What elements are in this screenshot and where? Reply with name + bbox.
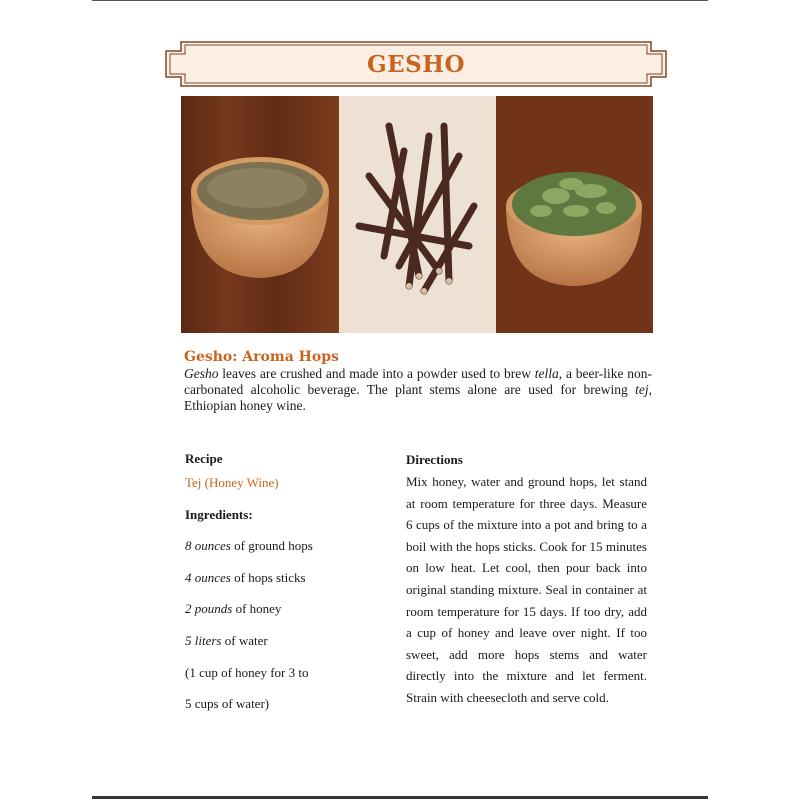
ingredient-text: of water xyxy=(221,633,268,649)
ingredient-text: of hops sticks xyxy=(230,569,306,585)
top-rule xyxy=(92,0,708,1)
title-banner xyxy=(165,41,667,87)
intro-paragraph xyxy=(184,366,652,414)
bottom-rule xyxy=(92,796,708,799)
ingredient-item xyxy=(185,570,313,602)
ingredients-list xyxy=(185,538,313,728)
ground-powder-bowl-photo xyxy=(181,96,339,333)
ingredient-item xyxy=(185,601,313,633)
ingredient-qty: 2 pounds xyxy=(185,601,233,617)
ingredient-text: (1 cup of honey for 3 to xyxy=(185,664,309,680)
ingredient-item xyxy=(185,696,313,728)
intro-text: leaves are crushed and made into a powder used to brew xyxy=(218,366,535,381)
ingredient-qty: 4 ounces xyxy=(185,569,231,585)
recipe-label: Recipe xyxy=(185,451,223,466)
ingredient-item xyxy=(185,538,313,570)
photo-strip xyxy=(181,96,653,333)
section-heading: Gesho: Aroma Hops xyxy=(184,349,339,365)
ingredient-qty: 8 ounces xyxy=(185,538,231,553)
ingredient-item xyxy=(185,633,313,665)
hops-sticks-photo xyxy=(339,96,496,333)
page-title: GESHO xyxy=(366,50,466,78)
directions-text: Mix honey, water and ground hops, let stand at room temperature for three days. Measure 6 cups of the mixture into a pot and bring to a boil with the hops sticks. Cook for 15 minutes on low heat. Let cool, then pour back into original standing mixture. Seal in container at room temperature for 15 days. If too dry, add a cup of honey and leave over night. If too sweet, add more hops stems and water directly into the mixture and let ferment. Strain with cheesecloth and serve cold. xyxy=(406,474,647,705)
ingredient-text: of honey xyxy=(232,601,282,617)
ingredients-label: Ingredients: xyxy=(185,507,253,522)
recipe-name: Tej (Honey Wine) xyxy=(185,475,279,490)
ingredient-text: 5 cups of water) xyxy=(185,696,270,712)
intro-text: , a beer-like non-carbonated alcoholic beverage. The plant stems alone are used for brewing xyxy=(184,366,653,397)
term-tella: tella xyxy=(534,366,559,381)
directions-label: Directions xyxy=(406,452,463,467)
intro-text: , Ethiopian honey wine. xyxy=(184,382,652,413)
ingredient-qty: 5 liters xyxy=(185,633,222,649)
ingredient-text: of ground hops xyxy=(230,538,313,553)
ingredient-item xyxy=(185,665,313,697)
dried-leaves-bowl-photo xyxy=(496,96,653,333)
term-tej: tej xyxy=(635,382,649,397)
term-gesho: Gesho xyxy=(184,366,219,381)
